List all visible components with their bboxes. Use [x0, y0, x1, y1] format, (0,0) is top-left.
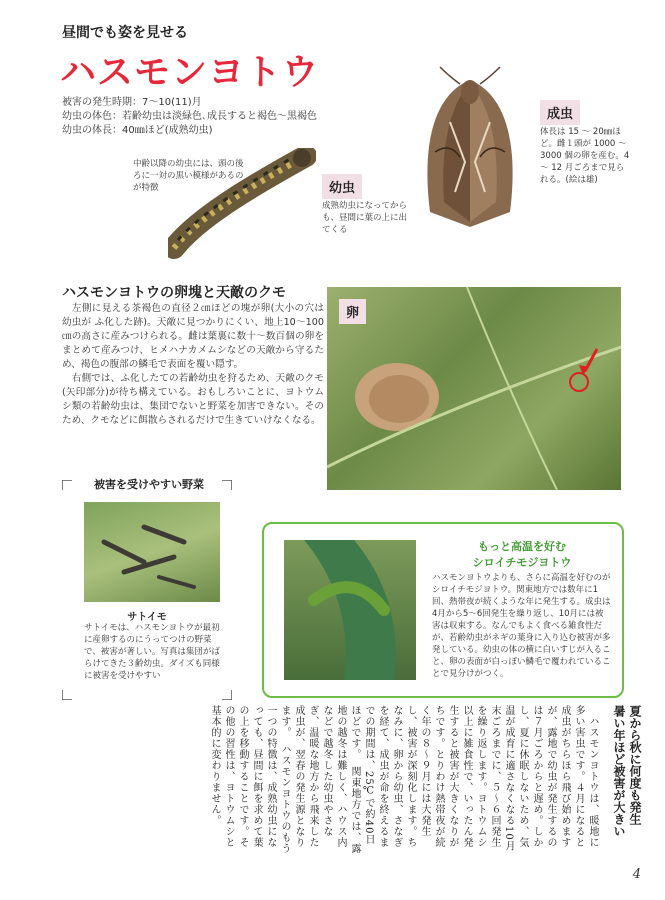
- eggs-photo: [327, 287, 621, 490]
- vulnerable-description: サトイモは、ハスモンヨトウが最初に産卵するのにうってつけの野菜で、被害が著しい。写真は集団がばらけてきた３齢幼虫。ダイズも同様に被害を受けやすい: [84, 623, 220, 681]
- eggs-paragraph-1: 左側に見える茶褐色の直径２㎝ほどの塊が卵(大小の穴は幼虫が ふ化した跡)。天敵に見つかりにくい、地上10～100㎝の高さに産みつけられる。雌は葉裏に数十～数百個の卵をまとめて産みつけ、ヒメハナカメムシなどの天敵から守るため、褐色の腹部の鱗毛で表面を覆い隠す。: [62, 303, 324, 370]
- larva-description: 成熟幼虫になってからも、昼間に葉の上に出てくる: [322, 201, 408, 235]
- larva-tag: 幼虫: [322, 174, 362, 199]
- taro-photo: [84, 502, 220, 602]
- article-heading-2: 暑い年ほど被害が大きい: [612, 705, 626, 837]
- meta-season: 被害の発生時期：7～10(11)月: [62, 97, 202, 108]
- adult-moth-illustration: [410, 62, 530, 232]
- meta-color: 幼虫の体色：若齢幼虫は淡緑色､成長すると褐色～黒褐色: [62, 111, 317, 122]
- related-description: ハスモンヨトウよりも、さらに高温を好むのがシロイチモジヨトウ。関東地方では数年に1回、熱帯夜が続くような年に発生する。成虫は4月から5～6回発生を繰り返し、10月には被害は収束する。なんでもよく食べる雑食性だが、若齢幼虫がネギの葉身に入り込む被害が多発している。幼虫の体の横に白いすじが入ること、卵の表面が白っぽい鱗毛で覆われていることで見分けがつく。: [432, 573, 611, 679]
- page-number: 4: [632, 867, 641, 882]
- eggs-section-title: ハスモンヨトウの卵塊と天敵のクモ: [62, 285, 286, 301]
- article-heading-1: 夏から秋に何度も発生: [628, 705, 642, 825]
- vulnerable-vegetable-box: [62, 480, 232, 700]
- beet-armyworm-photo: [284, 540, 416, 680]
- article-heading: [611, 705, 643, 855]
- eggs-paragraph-2: 右側では、ふ化したての若齢幼虫を狩るため、天敵のクモ(矢印部分)が待ち構えている。おもしろいことに、ヨトウムシ類の若齢幼虫は、集団でないと野菜を加害できない。そのため、クモなどに餌散らされるだけで生きていけなくなる。: [62, 373, 324, 426]
- eggs-body: [62, 302, 324, 428]
- page-subtitle: 昼間でも姿を見せる: [62, 25, 188, 41]
- larva-illustration: [168, 148, 316, 260]
- related-heading-1: もっと高温を好む: [478, 540, 566, 553]
- related-heading-2: シロイチモジヨトウ: [472, 556, 572, 569]
- vulnerable-heading: 被害を受けやすい野菜: [90, 476, 208, 492]
- meta-length: 幼虫の体長：40㎜ほど(成熟幼虫): [62, 125, 213, 136]
- larva-note: 中齢以降の幼虫には、頭の後ろに一対の黒い模様があるのが特徴: [133, 159, 244, 193]
- eggs-tag: 卵: [339, 299, 366, 324]
- article-body: ハスモンヨトウは、暖地に多い害虫です。４月になると成虫がちらほら飛び始めますが、露地で幼虫が発生するのは７月ごろからと遅め。しかし、夏に休眠しないため、気温が成育に適さなくなる10月末ごろまでに、５～６回発生を繰り返します。ヨトウムシ以上に雑食性で、いったん発生すると被害が大きくなりがちです。とりわけ熱帯夜が続く年の８～９月には大発生し、被害が深刻化します。ちなみに、卵から幼虫、さなぎを経て、成虫が命を終えるまでの期間は、25℃で約40日ほどです。 関東地方では、露地の越冬は難しく、ハウス内などで越冬した幼虫やさなぎ、温暖な地方から飛来した成虫が、翌春の発生源となります。 ハスモンヨトウのもう一つの特徴は、成熟幼虫になっても、昼間に餌を求めて葉の上を移動することです。その他の習性は、ヨトウムシと基本的に変わりません。: [209, 705, 598, 854]
- adult-tag: 成虫: [540, 100, 580, 125]
- vulnerable-name: サトイモ: [127, 612, 167, 623]
- page-title: ハスモンヨトウ: [60, 52, 320, 93]
- adult-description: 体長は 15 ～ 20㎜ほど。雌１頭が 1000 ～ 3000 個の卵を産む。4 ～ 12 月ごろまで見られる。(絵は雄): [540, 127, 630, 185]
- related-species-box: [262, 522, 624, 698]
